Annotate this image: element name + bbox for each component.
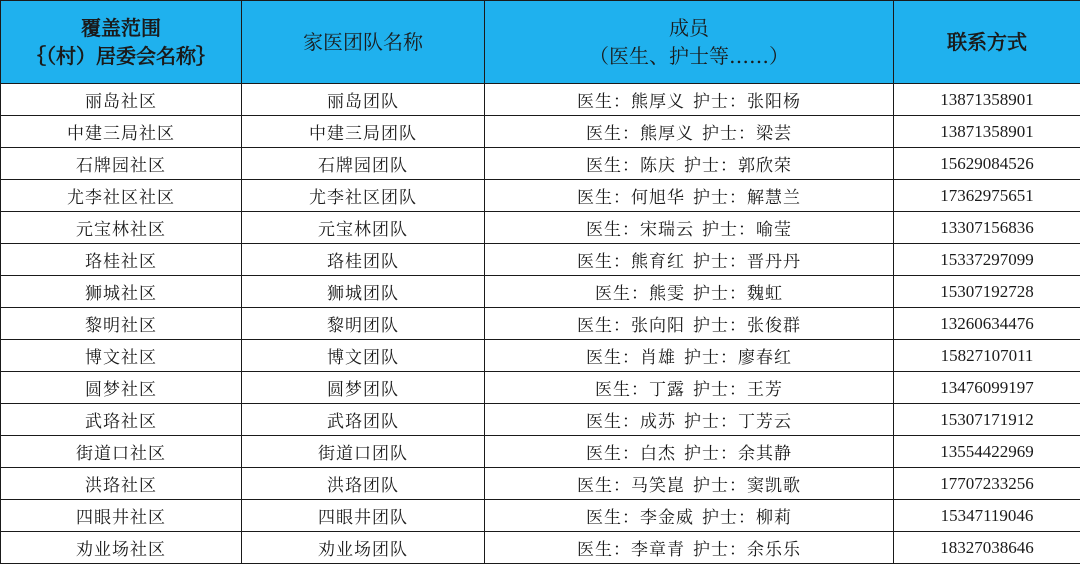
phone-cell: 13476099197 [894,372,1080,404]
nurse-label: 护士： [693,92,747,112]
doctor-name: 宋瑞云 [640,220,694,240]
nurse-label: 护士： [684,412,738,432]
table-row [1,84,1080,116]
members-cell [485,116,894,148]
nurse-label: 护士： [684,156,738,176]
doctor-name: 熊雯 [649,284,685,304]
nurse-label: 护士： [693,284,747,304]
team-cell: 石牌园团队 [242,148,485,180]
team-cell: 博文团队 [242,340,485,372]
community-cell: 劝业场社区 [1,532,242,564]
nurse-name: 丁芳云 [738,412,792,432]
team-cell: 黎明团队 [242,308,485,340]
team-cell: 洪珞团队 [242,468,485,500]
phone-cell: 13871358901 [894,84,1080,116]
doctor-name: 马笑崑 [631,476,685,496]
team-cell: 丽岛团队 [242,84,485,116]
header-members-line2: （医生、护士等……） [589,44,789,68]
phone-cell: 15337297099 [894,244,1080,276]
community-cell: 四眼井社区 [1,500,242,532]
team-cell: 四眼井团队 [242,500,485,532]
community-cell: 中建三局社区 [1,116,242,148]
doctor-name: 何旭华 [631,188,685,208]
table-row [1,244,1080,276]
nurse-label: 护士： [693,316,747,336]
community-cell: 丽岛社区 [1,84,242,116]
phone-cell: 15347119046 [894,500,1080,532]
community-cell: 街道口社区 [1,436,242,468]
nurse-label: 护士： [684,348,738,368]
header-team-name [242,1,485,84]
doctor-name: 丁露 [649,380,685,400]
table-row [1,372,1080,404]
table-row [1,500,1080,532]
doctor-label: 医生： [586,220,640,240]
community-cell: 元宝林社区 [1,212,242,244]
nurse-label: 护士： [702,508,756,528]
team-cell: 珞桂团队 [242,244,485,276]
members-cell [485,84,894,116]
table-row [1,148,1080,180]
doctor-label: 医生： [586,412,640,432]
phone-cell: 17707233256 [894,468,1080,500]
header-coverage-line1: 覆盖范围 [81,16,161,40]
members-cell [485,180,894,212]
nurse-label: 护士： [693,252,747,272]
phone-cell: 15307192728 [894,276,1080,308]
doctor-label: 医生： [577,540,631,560]
team-cell: 圆梦团队 [242,372,485,404]
table-body [1,84,1080,564]
doctor-label: 医生： [577,316,631,336]
doctor-label: 医生： [586,348,640,368]
nurse-name: 喻莹 [756,220,792,240]
members-cell [485,404,894,436]
phone-cell: 15629084526 [894,148,1080,180]
community-cell: 洪珞社区 [1,468,242,500]
members-cell [485,500,894,532]
phone-cell: 13307156836 [894,212,1080,244]
members-cell [485,244,894,276]
header-coverage [1,1,242,84]
nurse-label: 护士： [693,380,747,400]
members-cell [485,436,894,468]
table-row [1,180,1080,212]
nurse-name: 解慧兰 [747,188,801,208]
doctor-label: 医生： [586,444,640,464]
nurse-label: 护士： [684,444,738,464]
nurse-name: 余其静 [738,444,792,464]
nurse-label: 护士： [702,124,756,144]
nurse-name: 柳莉 [756,508,792,528]
phone-cell: 15307171912 [894,404,1080,436]
phone-cell: 17362975651 [894,180,1080,212]
community-cell: 武珞社区 [1,404,242,436]
doctor-name: 白杰 [640,444,676,464]
members-cell [485,532,894,564]
header-contact [894,1,1080,84]
nurse-name: 梁芸 [756,124,792,144]
nurse-name: 张俊群 [747,316,801,336]
header-row [1,1,1080,84]
members-cell [485,308,894,340]
nurse-label: 护士： [693,540,747,560]
team-cell: 中建三局团队 [242,116,485,148]
phone-cell: 18327038646 [894,532,1080,564]
team-cell: 武珞团队 [242,404,485,436]
table-row [1,436,1080,468]
table-row [1,276,1080,308]
community-cell: 狮城社区 [1,276,242,308]
nurse-name: 廖春红 [738,348,792,368]
phone-cell: 15827107011 [894,340,1080,372]
nurse-name: 王芳 [747,380,783,400]
doctor-name: 陈庆 [640,156,676,176]
doctor-name: 肖雄 [640,348,676,368]
doctor-label: 医生： [577,252,631,272]
doctor-name: 熊厚义 [640,124,694,144]
team-cell: 街道口团队 [242,436,485,468]
community-cell: 尤李社区社区 [1,180,242,212]
header-contact-label: 联系方式 [947,30,1027,54]
community-cell: 黎明社区 [1,308,242,340]
table-header [1,1,1080,84]
header-members-line1: 成员 [669,16,709,40]
nurse-label: 护士： [693,188,747,208]
members-cell [485,340,894,372]
table-row [1,116,1080,148]
nurse-name: 郭欣荣 [738,156,792,176]
community-cell: 珞桂社区 [1,244,242,276]
header-coverage-line2: ｛（村）居委会名称｝ [26,44,216,68]
header-members [485,1,894,84]
team-cell: 尤李社区团队 [242,180,485,212]
table-row [1,340,1080,372]
nurse-name: 窦凯歌 [747,476,801,496]
doctor-label: 医生： [577,476,631,496]
members-cell [485,148,894,180]
doctor-label: 医生： [577,188,631,208]
doctor-name: 熊厚义 [631,92,685,112]
doctor-label: 医生： [586,124,640,144]
table-row [1,404,1080,436]
phone-cell: 13260634476 [894,308,1080,340]
members-cell [485,212,894,244]
phone-cell: 13871358901 [894,116,1080,148]
nurse-label: 护士： [702,220,756,240]
table-row [1,468,1080,500]
doctor-label: 医生： [586,156,640,176]
table-row [1,308,1080,340]
team-cell: 狮城团队 [242,276,485,308]
community-cell: 圆梦社区 [1,372,242,404]
table-row [1,212,1080,244]
doctor-name: 张向阳 [631,316,685,336]
community-cell: 石牌园社区 [1,148,242,180]
community-cell: 博文社区 [1,340,242,372]
members-cell [485,276,894,308]
nurse-label: 护士： [693,476,747,496]
nurse-name: 魏虹 [747,284,783,304]
doctor-name: 李章青 [631,540,685,560]
members-cell [485,372,894,404]
phone-cell: 13554422969 [894,436,1080,468]
table-row [1,532,1080,564]
doctor-label: 医生： [586,508,640,528]
doctor-name: 熊育红 [631,252,685,272]
doctor-label: 医生： [595,380,649,400]
doctor-name: 李金威 [640,508,694,528]
team-cell: 元宝林团队 [242,212,485,244]
doctor-label: 医生： [595,284,649,304]
doctor-label: 医生： [577,92,631,112]
team-cell: 劝业场团队 [242,532,485,564]
nurse-name: 张阳杨 [747,92,801,112]
header-team-name-label: 家医团队名称 [303,30,423,54]
nurse-name: 晋丹丹 [747,252,801,272]
nurse-name: 余乐乐 [747,540,801,560]
doctor-name: 成苏 [640,412,676,432]
members-cell [485,468,894,500]
